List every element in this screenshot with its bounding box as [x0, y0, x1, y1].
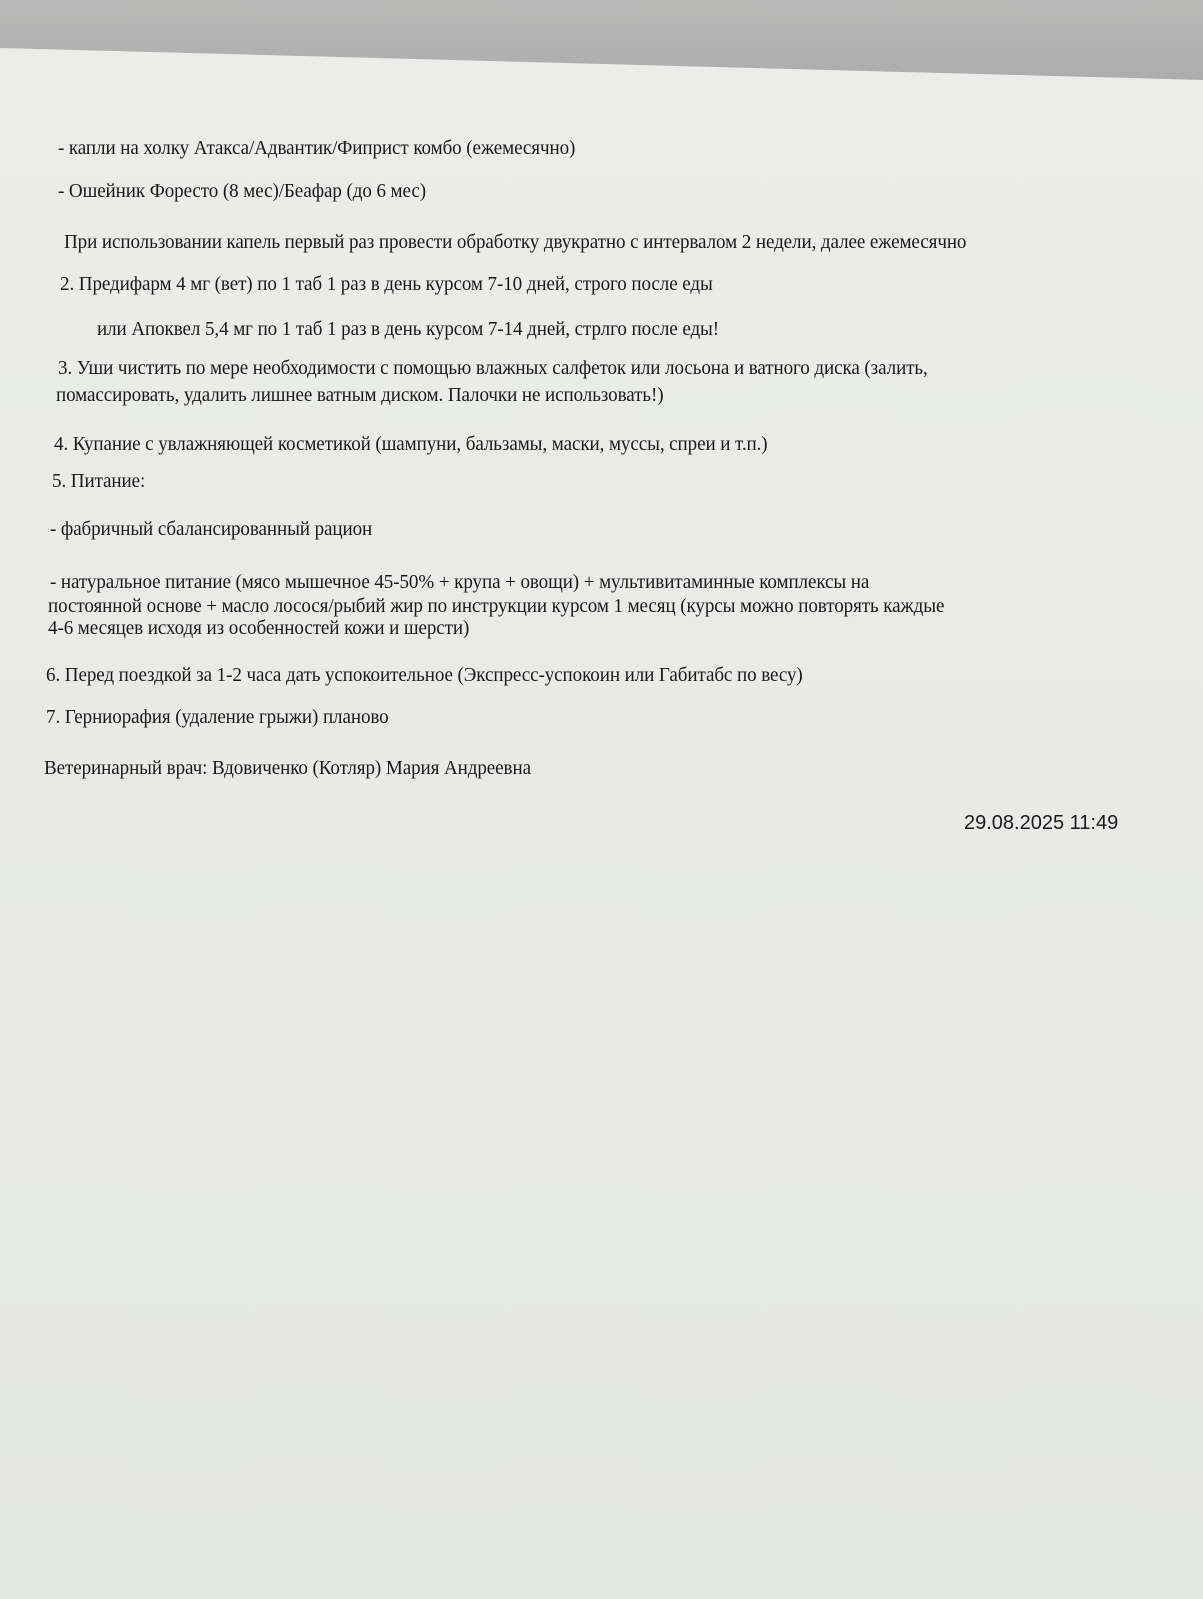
text-line-factory-diet: - фабричный сбалансированный рацион	[50, 518, 373, 540]
text-line-drops-note: При использовании капель первый раз провести обработку двукратно с интервалом 2 недели, далее ежемесячно	[64, 231, 967, 253]
text-line-item-2-alt: или Апоквел 5,4 мг по 1 таб 1 раз в день курсом 7-14 дней, стрлго после еды!	[97, 318, 720, 340]
text-line-drops: - капли на холку Атакса/Адвантик/Фиприст комбо (ежемесячно)	[58, 137, 576, 159]
text-line-natural-diet-a: - натуральное питание (мясо мышечное 45-50% + крупа + овощи) + мультивитаминные комплексы на	[50, 571, 870, 593]
text-line-collar: - Ошейник Форесто (8 мес)/Беафар (до 6 мес)	[58, 180, 427, 202]
document-datetime: 29.08.2025 11:49	[964, 812, 1119, 834]
text-line-item-4: 4. Купание с увлажняющей косметикой (шампуни, бальзамы, маски, муссы, спреи и т.п.)	[54, 433, 768, 455]
text-line-natural-diet-b: постоянной основе + масло лосося/рыбий жир по инструкции курсом 1 месяц (курсы можно повторять каждые	[48, 595, 945, 617]
text-line-item-6: 6. Перед поездкой за 1-2 часа дать успокоительное (Экспресс-успокоин или Габитабс по весу)	[46, 664, 803, 686]
text-line-item-2: 2. Предифарм 4 мг (вет) по 1 таб 1 раз в день курсом 7-10 дней, строго после еды	[60, 273, 713, 295]
text-line-item-5: 5. Питание:	[52, 470, 146, 492]
text-line-item-3a: 3. Уши чистить по мере необходимости с помощью влажных салфеток или лосьона и ватного диска (залить,	[58, 357, 928, 379]
text-line-item-7: 7. Герниорафия (удаление грыжи) планово	[46, 706, 389, 728]
text-line-item-3b: помассировать, удалить лишнее ватным диском. Палочки не использовать!)	[56, 384, 664, 406]
text-line-natural-diet-c: 4-6 месяцев исходя из особенностей кожи и шерсти)	[48, 617, 470, 639]
veterinarian-signature-line: Ветеринарный врач: Вдовиченко (Котляр) Мария Андреевна	[44, 757, 531, 779]
